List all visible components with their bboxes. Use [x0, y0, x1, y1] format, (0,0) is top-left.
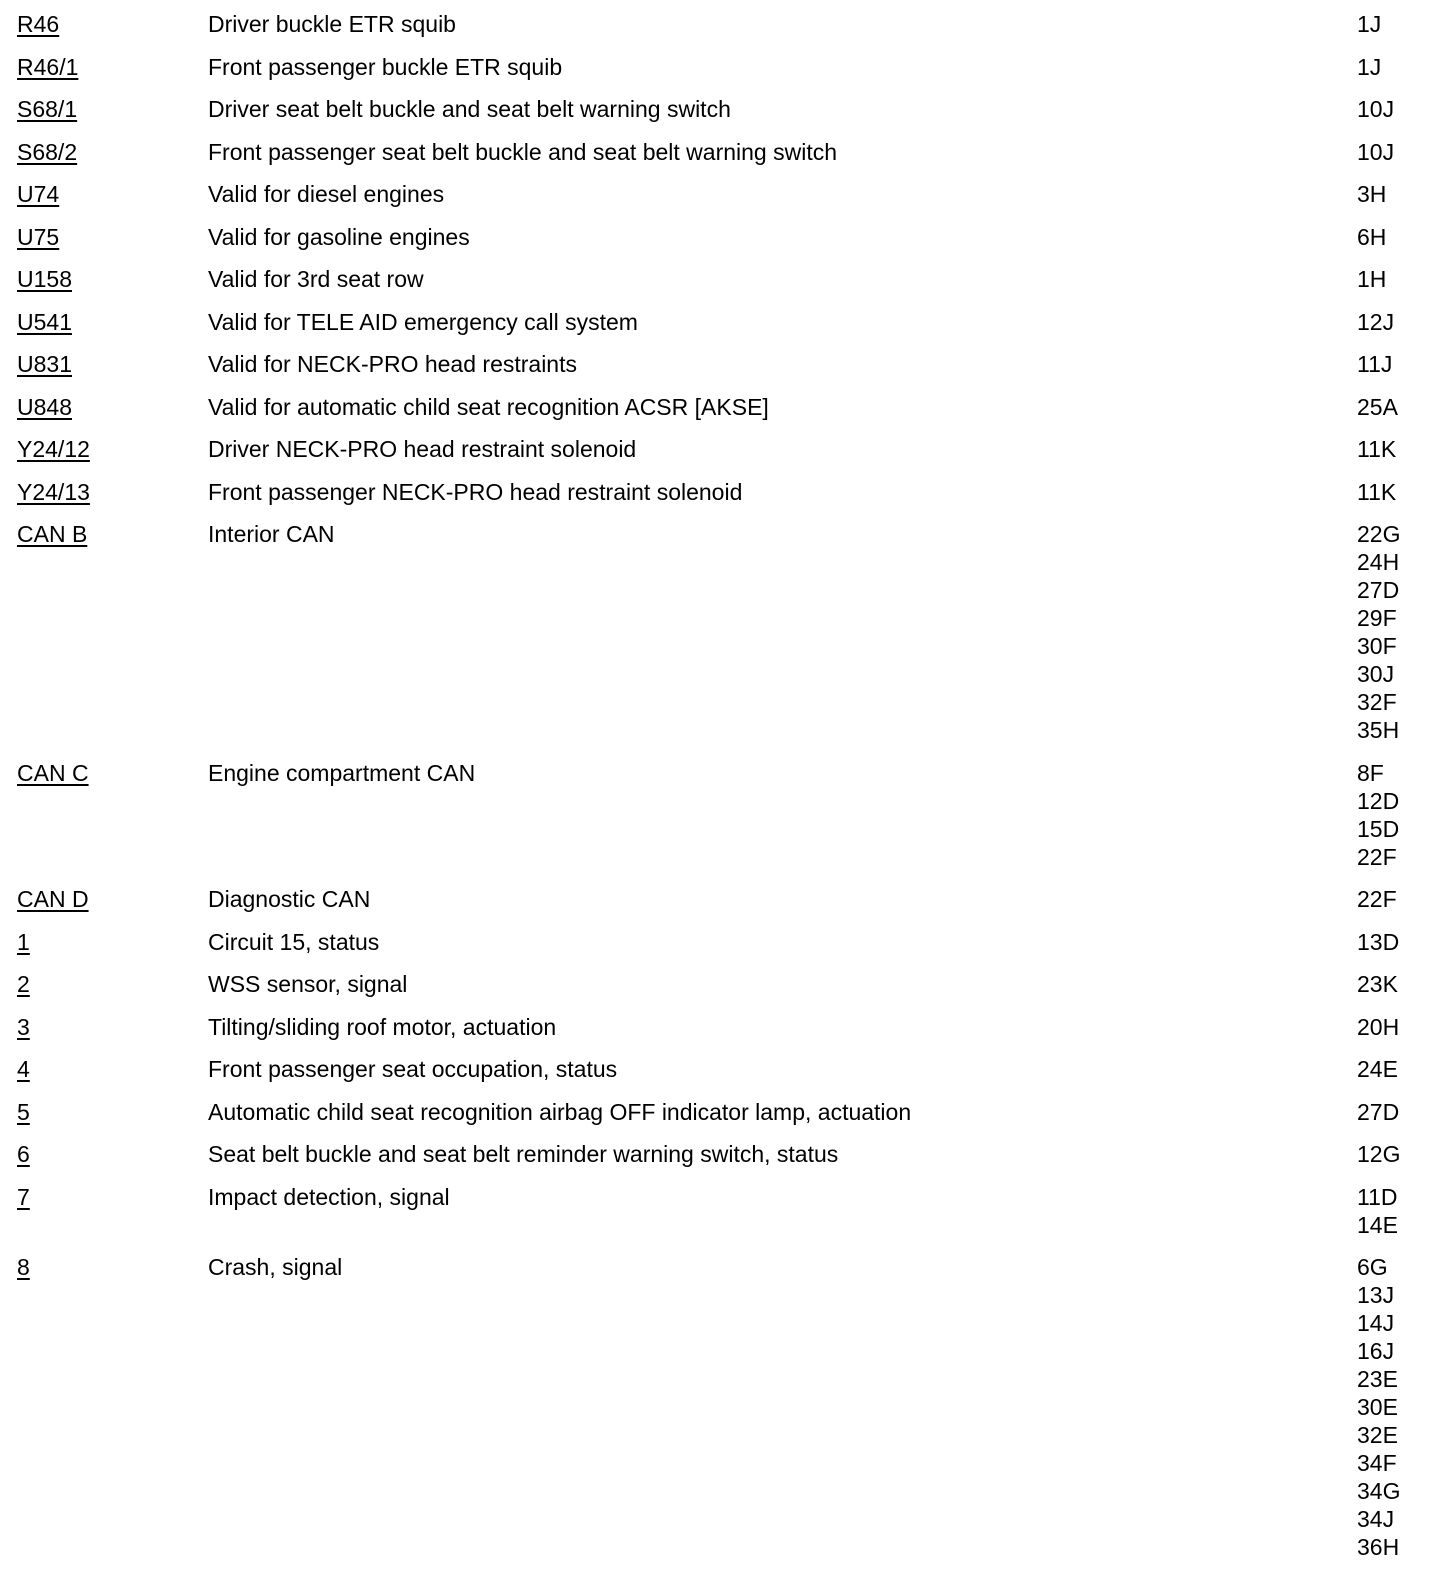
component-description: Valid for diesel engines: [208, 181, 445, 207]
grid-reference: 11K: [1357, 436, 1397, 462]
grid-reference: 6H: [1357, 223, 1387, 250]
grid-reference-list: [1357, 759, 1399, 871]
component-description: Driver NECK-PRO head restraint solenoid: [208, 436, 637, 462]
grid-reference-list: [1357, 1183, 1398, 1239]
grid-reference: 30J: [1357, 661, 1395, 687]
grid-reference-list: [1357, 95, 1394, 123]
grid-reference: 11J: [1357, 351, 1393, 377]
grid-reference: 14E: [1357, 1211, 1398, 1238]
grid-reference: 6G: [1357, 1254, 1388, 1280]
grid-reference: 23K: [1357, 971, 1398, 997]
component-code-link[interactable]: U158: [17, 266, 72, 292]
grid-reference: 24H: [1357, 549, 1400, 575]
grid-reference: 36H: [1357, 1534, 1400, 1560]
component-description: WSS sensor, signal: [208, 971, 408, 997]
component-code-link[interactable]: CAN D: [17, 886, 89, 912]
grid-reference-list: [1357, 928, 1399, 956]
grid-reference: 32E: [1357, 1422, 1398, 1448]
grid-reference-list: [1357, 265, 1386, 293]
grid-reference: 14J: [1357, 1310, 1395, 1336]
grid-reference-list: [1357, 180, 1386, 208]
component-description: Driver seat belt buckle and seat belt warning switch: [208, 96, 731, 122]
component-description: Tilting/sliding roof motor, actuation: [208, 1013, 557, 1040]
component-description: Front passenger buckle ETR squib: [208, 53, 563, 80]
grid-reference-list: [1357, 1253, 1400, 1561]
component-code-link[interactable]: U848: [17, 393, 72, 420]
grid-reference: 23E: [1357, 1366, 1398, 1392]
grid-reference: 34J: [1357, 1506, 1395, 1532]
grid-reference: 12J: [1357, 308, 1395, 335]
component-description: Interior CAN: [208, 521, 335, 547]
grid-reference-list: [1357, 53, 1381, 81]
grid-reference: 29F: [1357, 605, 1397, 631]
grid-reference-list: [1357, 1098, 1399, 1126]
component-description: Impact detection, signal: [208, 1183, 450, 1210]
grid-reference-list: [1357, 393, 1398, 421]
grid-reference-list: [1357, 478, 1396, 506]
grid-reference: 1H: [1357, 266, 1387, 292]
grid-reference-list: [1357, 435, 1396, 463]
grid-reference: 12D: [1357, 787, 1400, 814]
component-code-link[interactable]: 3: [17, 1013, 30, 1040]
component-description: Front passenger seat occupation, status: [208, 1056, 618, 1082]
component-code-link[interactable]: 1: [17, 928, 30, 955]
grid-reference: 13J: [1357, 1282, 1395, 1308]
grid-reference: 13D: [1357, 928, 1400, 955]
component-description: Circuit 15, status: [208, 928, 380, 955]
grid-reference: 16J: [1357, 1338, 1395, 1364]
grid-reference: 34G: [1357, 1478, 1401, 1504]
grid-reference-list: [1357, 885, 1397, 913]
grid-reference: 22F: [1357, 886, 1397, 912]
grid-reference: 32F: [1357, 689, 1397, 715]
component-code-link[interactable]: Y24/12: [17, 436, 90, 462]
component-code-link[interactable]: U541: [17, 308, 72, 335]
grid-reference: 22F: [1357, 843, 1397, 870]
grid-reference-list: [1357, 520, 1400, 744]
grid-reference: 12G: [1357, 1141, 1401, 1167]
grid-reference-list: [1357, 1140, 1400, 1168]
grid-reference: 22G: [1357, 521, 1401, 547]
grid-reference: 30F: [1357, 633, 1397, 659]
grid-reference-list: [1357, 10, 1381, 38]
grid-reference-list: [1357, 138, 1394, 166]
grid-reference: 1J: [1357, 53, 1382, 80]
component-code-link[interactable]: R46: [17, 11, 60, 37]
component-description: Valid for NECK-PRO head restraints: [208, 351, 577, 377]
grid-reference: 11K: [1357, 478, 1397, 505]
grid-reference-list: [1357, 1055, 1398, 1083]
component-description: Seat belt buckle and seat belt reminder warning switch, status: [208, 1141, 839, 1167]
grid-reference: 8F: [1357, 759, 1384, 786]
component-description: Front passenger seat belt buckle and seat belt warning switch: [208, 138, 838, 165]
component-code-link[interactable]: 4: [17, 1056, 30, 1082]
component-description: Automatic child seat recognition airbag OFF indicator lamp, actuation: [208, 1098, 912, 1125]
component-code-link[interactable]: 8: [17, 1254, 30, 1280]
grid-reference: 25A: [1357, 393, 1398, 420]
component-code-link[interactable]: CAN C: [17, 759, 89, 786]
grid-reference: 10J: [1357, 138, 1395, 165]
grid-reference: 1J: [1357, 11, 1382, 37]
grid-reference: 3H: [1357, 181, 1387, 207]
grid-reference: 27D: [1357, 577, 1400, 603]
grid-reference-list: [1357, 350, 1392, 378]
grid-reference: 30E: [1357, 1394, 1398, 1420]
component-code-link[interactable]: U75: [17, 223, 60, 250]
component-code-link[interactable]: 7: [17, 1183, 30, 1210]
component-description: Valid for gasoline engines: [208, 223, 470, 250]
component-code-link[interactable]: S68/2: [17, 138, 78, 165]
component-description: Driver buckle ETR squib: [208, 11, 456, 37]
component-description: Front passenger NECK-PRO head restraint solenoid: [208, 478, 743, 505]
component-code-link[interactable]: U831: [17, 351, 72, 377]
component-code-link[interactable]: 2: [17, 971, 30, 997]
component-code-link[interactable]: CAN B: [17, 521, 88, 547]
grid-reference: 20H: [1357, 1013, 1400, 1040]
grid-reference: 10J: [1357, 96, 1395, 122]
component-code-link[interactable]: R46/1: [17, 53, 79, 80]
component-description: Valid for TELE AID emergency call system: [208, 308, 638, 335]
grid-reference-list: [1357, 223, 1386, 251]
component-code-link[interactable]: U74: [17, 181, 60, 207]
grid-reference: 27D: [1357, 1098, 1400, 1125]
component-code-link[interactable]: 5: [17, 1098, 30, 1125]
component-description: Valid for automatic child seat recognition ACSR [AKSE]: [208, 393, 769, 420]
grid-reference: 35H: [1357, 717, 1400, 743]
grid-reference: 11D: [1357, 1183, 1398, 1210]
component-code-link[interactable]: 6: [17, 1141, 30, 1167]
component-description: Engine compartment CAN: [208, 759, 476, 786]
grid-reference: 15D: [1357, 815, 1400, 842]
grid-reference: 24E: [1357, 1056, 1398, 1082]
grid-reference: 34F: [1357, 1450, 1397, 1476]
component-description: Diagnostic CAN: [208, 886, 371, 912]
grid-reference-list: [1357, 1013, 1399, 1041]
grid-reference-list: [1357, 308, 1394, 336]
component-description: Valid for 3rd seat row: [208, 266, 424, 292]
component-code-link[interactable]: S68/1: [17, 96, 78, 122]
component-code-link[interactable]: Y24/13: [17, 478, 90, 505]
grid-reference-list: [1357, 970, 1398, 998]
component-description: Crash, signal: [208, 1254, 343, 1280]
